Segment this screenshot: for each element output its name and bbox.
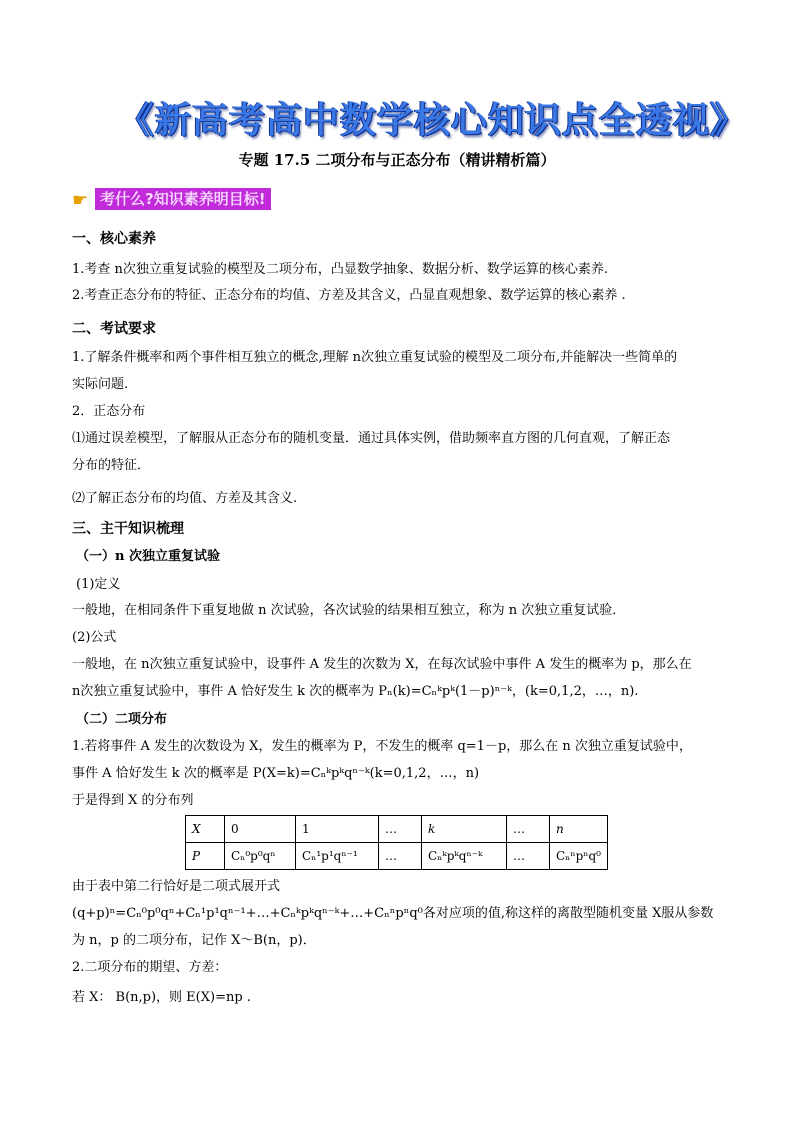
text-line: 分布的特征．: [72, 458, 151, 473]
text-line: (2)公式: [72, 630, 117, 645]
section-heading-knowledge-review: 三、主干知识梳理: [72, 521, 184, 537]
table-cell: k: [422, 816, 507, 843]
text-line: 为 n，p 的二项分布，记作 X～B(n，p)．: [72, 933, 316, 948]
text-line: 2．正态分布: [72, 404, 146, 419]
formula-line: 若 X： B(n,p)，则 E(X)=np .: [72, 990, 251, 1005]
formula-line: n次独立重复试验中，事件 A 恰好发生 k 次的概率为 Pₙ(k)=Cₙᵏpᵏ(1－p)ⁿ⁻ᵏ，(k=0,1,2，…，n).: [72, 684, 639, 699]
text-line: 1.若将事件 A 发生的次数设为 X，发生的概率为 P，不发生的概率 q=1－p，那么在 n 次独立重复试验中，: [72, 739, 692, 754]
table-cell: Cₙ¹p¹qⁿ⁻¹: [296, 843, 379, 870]
table-cell: Cₙⁿpⁿq⁰: [550, 843, 608, 870]
text-line: (1)定义: [76, 577, 121, 592]
formula-line: (q+p)ⁿ=Cₙ⁰p⁰qⁿ+Cₙ¹p¹qⁿ⁻¹+…+Cₙᵏpᵏqⁿ⁻ᵏ+…+Cₙⁿpⁿq⁰各对应项的值,称这样的离散型随机变量 X服从参数: [72, 906, 714, 921]
text-line: 一般地，在 n次独立重复试验中，设事件 A 发生的次数为 X，在每次试验中事件 A 发生的概率为 p，那么在: [72, 657, 692, 672]
text-line: 2.考查正态分布的特征、正态分布的均值、方差及其含义，凸显直观想象、数学运算的核心素养 .: [72, 288, 626, 303]
text-line: ⑴通过误差模型，了解服从正态分布的随机变量．通过具体实例，借助频率直方图的几何直观，了解正态: [72, 431, 671, 446]
table-cell: …: [507, 843, 550, 870]
section-heading-exam-requirements: 二、考试要求: [72, 321, 156, 337]
document-banner-title: 《新高考高中数学核心知识点全透视》: [118, 100, 748, 141]
pointing-hand-icon: ☛: [72, 190, 89, 211]
text-line: 2.二项分布的期望、方差：: [72, 960, 228, 975]
table-cell: Cₙᵏpᵏqⁿ⁻ᵏ: [422, 843, 507, 870]
table-cell: X: [186, 816, 225, 843]
table-cell: Cₙ⁰p⁰qⁿ: [225, 843, 296, 870]
text-line: 1.考查 n次独立重复试验的模型及二项分布，凸显数学抽象、数据分析、数学运算的核心素养.: [72, 262, 609, 277]
text-line: 1.了解条件概率和两个事件相互独立的概念,理解 n次独立重复试验的模型及二项分布,并能解决一些简单的: [72, 350, 678, 365]
text-line: 由于表中第二行恰好是二项式展开式: [72, 879, 281, 894]
table-cell: 0: [225, 816, 296, 843]
subsection-heading-independent-trials: （一）n 次独立重复试验: [76, 549, 220, 564]
text-line: 一般地，在相同条件下重复地做 n 次试验，各次试验的结果相互独立，称为 n 次独立重复试验．: [72, 603, 626, 618]
table-cell: 1: [296, 816, 379, 843]
section-heading-core-literacy: 一、核心素养: [72, 231, 156, 247]
text-line: 实际问题.: [72, 377, 129, 392]
formula-line: 事件 A 恰好发生 k 次的概率是 P(X=k)=Cₙᵏpᵏqⁿ⁻ᵏ(k=0,1,2，…，n): [72, 766, 480, 781]
topic-subtitle: 专题 17.5 二项分布与正态分布（精讲精析篇）: [238, 151, 556, 169]
table-cell: …: [507, 816, 550, 843]
objective-tag: 考什么?知识素养明目标!: [95, 188, 271, 210]
subsection-heading-binomial: （二）二项分布: [76, 712, 168, 727]
table-cell: n: [550, 816, 608, 843]
table-row: [186, 816, 608, 843]
table-cell: …: [379, 816, 422, 843]
text-line: ⑵了解正态分布的均值、方差及其含义.: [72, 491, 298, 506]
distribution-table: [185, 815, 608, 870]
table-cell: …: [379, 843, 422, 870]
table-row: [186, 843, 608, 870]
text-line: 于是得到 X 的分布列: [72, 793, 194, 808]
table-cell: P: [186, 843, 225, 870]
